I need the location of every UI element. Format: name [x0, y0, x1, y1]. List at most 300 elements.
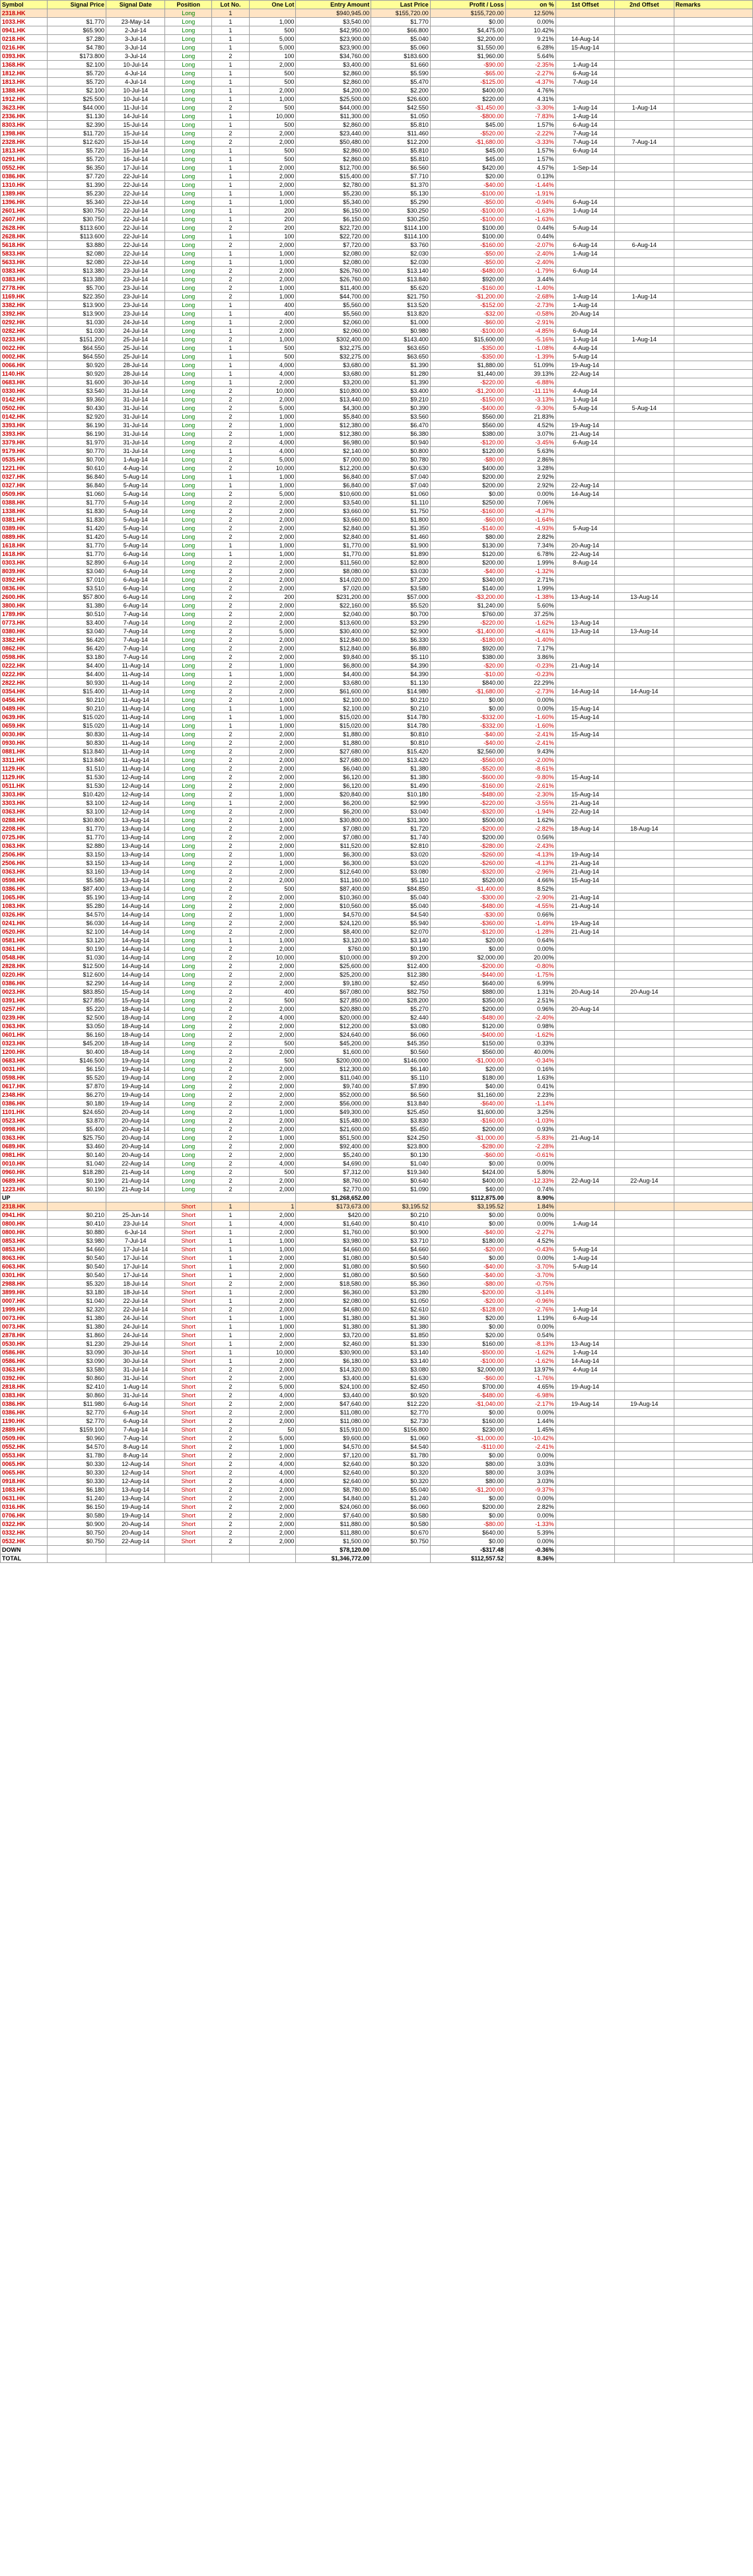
cell-position: Long — [165, 996, 212, 1005]
cell-symbol: 1221.HK — [1, 464, 48, 473]
cell-on-percent: -1.75% — [505, 971, 556, 979]
cell-on-percent: 5.39% — [505, 1529, 556, 1537]
cell-one-lot: 2,000 — [249, 739, 296, 748]
cell-first-offset — [556, 1168, 614, 1177]
cell-signal-price: $0.770 — [47, 447, 106, 456]
cell-signal-price: $1.040 — [47, 1160, 106, 1168]
cell-lot-no: 1 — [211, 95, 249, 104]
table-row — [1, 602, 753, 610]
cell-one-lot: 4,000 — [249, 1469, 296, 1477]
cell-last-price: $3.290 — [371, 619, 430, 627]
cell-entry-amount: $2,080.00 — [296, 1297, 371, 1305]
cell-lot-no: 2 — [211, 773, 249, 782]
cell-lot-no: 2 — [211, 1057, 249, 1065]
cell-on-percent: -2.96% — [505, 868, 556, 876]
cell-entry-amount: $32,275.00 — [296, 353, 371, 361]
cell-signal-date: 24-Jul-14 — [106, 1323, 164, 1331]
cell-on-percent: -1.44% — [505, 181, 556, 190]
cell-signal-date: 31-Jul-14 — [106, 396, 164, 404]
table-row — [1, 619, 753, 627]
cell-last-price: $24.250 — [371, 1134, 430, 1142]
cell-remarks — [674, 267, 752, 275]
cell-first-offset — [556, 1099, 614, 1108]
cell-first-offset — [556, 1451, 614, 1460]
cell-profit-loss: -$160.00 — [430, 782, 505, 790]
cell-on-percent: 0.00% — [505, 696, 556, 705]
cell-signal-price: $0.860 — [47, 1374, 106, 1383]
cell-profit-loss: $2,000.00 — [430, 1366, 505, 1374]
cell-lot-no: 2 — [211, 533, 249, 541]
cell-position: Long — [165, 1074, 212, 1082]
cell-signal-price: $1.770 — [47, 541, 106, 550]
cell-profit-loss: $250.00 — [430, 499, 505, 507]
cell-second-offset — [615, 438, 674, 447]
cell-first-offset — [556, 971, 614, 979]
cell-remarks — [674, 1323, 752, 1331]
cell-signal-price: $4.400 — [47, 670, 106, 679]
cell-one-lot: 1,000 — [249, 190, 296, 198]
cell-one-lot: 4,000 — [249, 438, 296, 447]
cell-first-offset: 15-Aug-14 — [556, 876, 614, 885]
cell-lot-no: 2 — [211, 421, 249, 430]
cell-one-lot: 100 — [249, 232, 296, 241]
cell-entry-amount: $8,400.00 — [296, 928, 371, 936]
table-row — [1, 241, 753, 250]
cell-position: Long — [165, 9, 212, 18]
cell-signal-date: 19-Aug-14 — [106, 1057, 164, 1065]
cell-last-price: $15.420 — [371, 748, 430, 756]
table-row — [1, 499, 753, 507]
cell-last-price: $1.130 — [371, 679, 430, 687]
cell-signal-price: $1.530 — [47, 773, 106, 782]
cell-entry-amount: $27,680.00 — [296, 748, 371, 756]
cell-one-lot: 2,000 — [249, 679, 296, 687]
table-row — [1, 129, 753, 138]
cell-signal-date: 3-Jul-14 — [106, 44, 164, 52]
cell-last-price: $13.840 — [371, 275, 430, 284]
cell-signal-price: $5.720 — [47, 155, 106, 164]
cell-signal-date: 13-Aug-14 — [106, 842, 164, 851]
cell-first-offset — [556, 181, 614, 190]
cell-position: Long — [165, 971, 212, 979]
cell-signal-date: 22-Jul-14 — [106, 190, 164, 198]
cell-lot-no: 2 — [211, 559, 249, 567]
cell-one-lot: 2,000 — [249, 584, 296, 593]
col-position: Position — [165, 1, 212, 9]
cell-remarks — [674, 1477, 752, 1486]
cell-first-offset: 18-Aug-14 — [556, 825, 614, 833]
cell-first-offset — [556, 748, 614, 756]
cell-symbol: 0998.HK — [1, 1125, 48, 1134]
cell-second-offset — [615, 147, 674, 155]
cell-profit-loss: $0.00 — [430, 1160, 505, 1168]
cell-symbol: 2828.HK — [1, 962, 48, 971]
cell-position: Short — [165, 1477, 212, 1486]
cell-symbol: 0862.HK — [1, 644, 48, 653]
cell-lot-no: 1 — [211, 1202, 249, 1211]
cell-one-lot: 1,000 — [249, 550, 296, 559]
cell-symbol: 0233.HK — [1, 335, 48, 344]
cell-last-price: $0.810 — [371, 730, 430, 739]
cell-on-percent: -8.13% — [505, 1340, 556, 1348]
cell-signal-price: $1.780 — [47, 1451, 106, 1460]
cell-symbol: 0383.HK — [1, 275, 48, 284]
cell-signal-price: $113.600 — [47, 224, 106, 232]
cell-lot-no: 2 — [211, 593, 249, 602]
cell-entry-amount: $22,720.00 — [296, 232, 371, 241]
cell-position: Long — [165, 1108, 212, 1117]
cell-lot-no: 1 — [211, 250, 249, 258]
cell-last-price: $1.900 — [371, 541, 430, 550]
cell-symbol: 0598.HK — [1, 653, 48, 662]
table-row — [1, 541, 753, 550]
cell-profit-loss: $2,000.00 — [430, 954, 505, 962]
cell-second-offset — [615, 876, 674, 885]
cell-signal-date: 11-Aug-14 — [106, 679, 164, 687]
cell-entry-amount: $2,060.00 — [296, 327, 371, 335]
down-pct-total: -0.36% — [505, 1546, 556, 1554]
cell-signal-date: 17-Jul-14 — [106, 1245, 164, 1254]
cell-symbol: 2208.HK — [1, 825, 48, 833]
cell-second-offset — [615, 18, 674, 26]
cell-last-price: $5.110 — [371, 1074, 430, 1082]
cell-position: Long — [165, 18, 212, 26]
cell-profit-loss: -$20.00 — [430, 1245, 505, 1254]
cell-remarks — [674, 1031, 752, 1039]
cell-symbol: 0361.HK — [1, 945, 48, 954]
cell-last-price: $2.450 — [371, 1383, 430, 1391]
cell-lot-no: 2 — [211, 782, 249, 790]
cell-position: Long — [165, 95, 212, 104]
cell-position: Short — [165, 1340, 212, 1348]
cell-remarks — [674, 893, 752, 902]
cell-profit-loss: -$50.00 — [430, 250, 505, 258]
down-label: DOWN — [1, 1546, 48, 1554]
cell-last-price: $4.540 — [371, 1443, 430, 1451]
cell-one-lot: 1,000 — [249, 335, 296, 344]
cell-signal-date: 19-Aug-14 — [106, 1082, 164, 1091]
cell-second-offset — [615, 1348, 674, 1357]
cell-signal-date: 23-Jul-14 — [106, 267, 164, 275]
cell-one-lot: 2,000 — [249, 241, 296, 250]
cell-profit-loss: $180.00 — [430, 1074, 505, 1082]
cell-last-price: $19.340 — [371, 1168, 430, 1177]
cell-remarks — [674, 516, 752, 524]
table-row — [1, 1245, 753, 1254]
cell-last-price: $14.980 — [371, 687, 430, 696]
cell-one-lot: 4,000 — [249, 1160, 296, 1168]
cell-second-offset — [615, 1503, 674, 1512]
cell-profit-loss: -$640.00 — [430, 1099, 505, 1108]
cell-symbol: 1083.HK — [1, 902, 48, 911]
cell-signal-price: $0.610 — [47, 464, 106, 473]
cell-signal-date: 21-Aug-14 — [106, 1185, 164, 1194]
cell-entry-amount: $5,560.00 — [296, 301, 371, 310]
cell-second-offset — [615, 1280, 674, 1288]
cell-profit-loss: $340.00 — [430, 576, 505, 584]
cell-last-price: $2.900 — [371, 627, 430, 636]
cell-symbol: 0292.HK — [1, 318, 48, 327]
cell-remarks — [674, 919, 752, 928]
cell-lot-no: 2 — [211, 1426, 249, 1434]
cell-lot-no: 2 — [211, 748, 249, 756]
cell-last-price: $23.800 — [371, 1142, 430, 1151]
cell-profit-loss: -$520.00 — [430, 129, 505, 138]
cell-remarks — [674, 833, 752, 842]
cell-position: Short — [165, 1400, 212, 1409]
cell-profit-loss: -$220.00 — [430, 378, 505, 387]
cell-symbol: 5633.HK — [1, 258, 48, 267]
cell-last-price: $2.810 — [371, 842, 430, 851]
cell-profit-loss: -$60.00 — [430, 1374, 505, 1383]
cell-lot-no: 1 — [211, 1340, 249, 1348]
cell-one-lot: 10,000 — [249, 954, 296, 962]
cell-last-price: $3.140 — [371, 1348, 430, 1357]
cell-symbol: 0241.HK — [1, 919, 48, 928]
cell-lot-no: 2 — [211, 1391, 249, 1400]
cell-first-offset: 5-Aug-14 — [556, 524, 614, 533]
cell-second-offset — [615, 1142, 674, 1151]
cell-one-lot: 4,000 — [249, 361, 296, 370]
cell-one-lot: 2,000 — [249, 172, 296, 181]
cell-signal-price: $5.720 — [47, 147, 106, 155]
cell-entry-amount: $2,770.00 — [296, 1185, 371, 1194]
cell-lot-no: 2 — [211, 644, 249, 653]
cell-one-lot: 2,000 — [249, 979, 296, 988]
cell-signal-date: 31-Jul-14 — [106, 387, 164, 396]
cell-on-percent: -3.13% — [505, 396, 556, 404]
cell-first-offset: 7-Aug-14 — [556, 78, 614, 87]
cell-entry-amount: $2,080.00 — [296, 250, 371, 258]
cell-position: Long — [165, 644, 212, 653]
cell-profit-loss: $0.00 — [430, 1254, 505, 1263]
table-row — [1, 1271, 753, 1280]
cell-remarks — [674, 26, 752, 35]
cell-second-offset — [615, 164, 674, 172]
cell-lot-no: 2 — [211, 919, 249, 928]
cell-symbol: 0941.HK — [1, 1211, 48, 1220]
cell-first-offset: 7-Aug-14 — [556, 129, 614, 138]
cell-second-offset — [615, 644, 674, 653]
cell-last-price: $3.830 — [371, 1117, 430, 1125]
cell-on-percent: 0.00% — [505, 1537, 556, 1546]
cell-lot-no: 2 — [211, 499, 249, 507]
cell-lot-no: 2 — [211, 138, 249, 147]
cell-first-offset: 1-Aug-14 — [556, 104, 614, 112]
cell-signal-price: $12.500 — [47, 962, 106, 971]
cell-lot-no: 2 — [211, 627, 249, 636]
cell-signal-date: 18-Aug-14 — [106, 1048, 164, 1057]
cell-lot-no: 2 — [211, 1409, 249, 1417]
cell-symbol: 0383.HK — [1, 267, 48, 275]
cell-lot-no: 2 — [211, 1383, 249, 1391]
cell-one-lot: 4,000 — [249, 447, 296, 456]
cell-entry-amount: $11,080.00 — [296, 1417, 371, 1426]
cell-position — [165, 1194, 212, 1202]
cell-on-percent: -3.33% — [505, 138, 556, 147]
cell-signal-price: $173.800 — [47, 52, 106, 61]
cell-one-lot: 500 — [249, 26, 296, 35]
cell-last-price: $13.520 — [371, 301, 430, 310]
cell-last-price: $0.540 — [371, 1254, 430, 1263]
cell-on-percent: 0.98% — [505, 1022, 556, 1031]
cell-entry-amount: $12,300.00 — [296, 1065, 371, 1074]
cell-second-offset — [615, 773, 674, 782]
cell-second-offset — [615, 224, 674, 232]
cell-first-offset: 5-Aug-14 — [556, 1263, 614, 1271]
cell-symbol: 0389.HK — [1, 524, 48, 533]
cell-signal-price: $5.190 — [47, 893, 106, 902]
cell-first-offset — [556, 584, 614, 593]
cell-remarks — [674, 1228, 752, 1237]
cell-second-offset — [615, 662, 674, 670]
cell-entry-amount: $1,880.00 — [296, 739, 371, 748]
cell-position: Long — [165, 602, 212, 610]
cell-one-lot: 2,000 — [249, 1142, 296, 1151]
cell-second-offset — [615, 1031, 674, 1039]
cell-on-percent: -1.76% — [505, 1374, 556, 1383]
cell-remarks — [674, 559, 752, 567]
cell-first-offset — [556, 756, 614, 765]
cell-last-price: $2.800 — [371, 559, 430, 567]
cell-first-offset — [556, 1074, 614, 1082]
cell-remarks — [674, 52, 752, 61]
cell-first-offset — [556, 1417, 614, 1426]
cell-signal-date: 31-Jul-14 — [106, 404, 164, 413]
cell-remarks — [674, 1245, 752, 1254]
cell-first-offset: 21-Aug-14 — [556, 1134, 614, 1142]
cell-one-lot: 2,000 — [249, 318, 296, 327]
cell-last-price: $1.360 — [371, 1314, 430, 1323]
cell-remarks — [674, 250, 752, 258]
cell-first-offset: 6-Aug-14 — [556, 267, 614, 275]
cell-second-offset — [615, 232, 674, 241]
cell-one-lot: 2,000 — [249, 87, 296, 95]
cell-on-percent: 1.31% — [505, 988, 556, 996]
cell-entry-amount: $10,000.00 — [296, 954, 371, 962]
cell-symbol: 2601.HK — [1, 207, 48, 215]
cell-signal-date: 14-Aug-14 — [106, 979, 164, 988]
cell-remarks — [674, 696, 752, 705]
cell-position: Short — [165, 1263, 212, 1271]
cell-profit-loss: $880.00 — [430, 988, 505, 996]
cell-second-offset — [615, 979, 674, 988]
cell-profit-loss: $15,600.00 — [430, 335, 505, 344]
cell-position: Long — [165, 129, 212, 138]
cell-entry-amount: $1,760.00 — [296, 1228, 371, 1237]
cell-first-offset — [556, 1469, 614, 1477]
cell-entry-amount: $10,560.00 — [296, 902, 371, 911]
cell-entry-amount: $23,900.00 — [296, 44, 371, 52]
cell-signal-price: $151.200 — [47, 335, 106, 344]
cell-last-price: $3.710 — [371, 1237, 430, 1245]
cell-symbol: 0881.HK — [1, 748, 48, 756]
cell-signal-date: 10-Jul-14 — [106, 87, 164, 95]
cell-entry-amount: $27,680.00 — [296, 756, 371, 765]
cell-profit-loss: -$480.00 — [430, 267, 505, 275]
cell-signal-date: 25-Jun-14 — [106, 1211, 164, 1220]
cell-symbol: 0631.HK — [1, 1494, 48, 1503]
cell-lot-no: 1 — [211, 44, 249, 52]
grand-total-row — [1, 1554, 753, 1563]
cell-last-price: $1.720 — [371, 825, 430, 833]
cell-remarks — [674, 1151, 752, 1160]
cell-remarks — [674, 190, 752, 198]
cell-lot-no: 1 — [211, 164, 249, 172]
cell-remarks — [674, 936, 752, 945]
cell-one-lot: 2,000 — [249, 1022, 296, 1031]
table-row — [1, 1477, 753, 1486]
cell-signal-date: 28-Jul-14 — [106, 361, 164, 370]
cell-signal-date: 25-Jul-14 — [106, 344, 164, 353]
cell-last-price: $14.780 — [371, 713, 430, 722]
cell-signal-date: 21-Aug-14 — [106, 1168, 164, 1177]
cell-entry-amount: $2,640.00 — [296, 1477, 371, 1486]
table-row — [1, 636, 753, 644]
cell-on-percent: -1.60% — [505, 722, 556, 730]
cell-entry-amount: $7,120.00 — [296, 1451, 371, 1460]
cell-on-percent: 0.41% — [505, 1082, 556, 1091]
cell-entry-amount: $1,500.00 — [296, 1537, 371, 1546]
cell-first-offset: 13-Aug-14 — [556, 593, 614, 602]
cell-signal-date: 15-Jul-14 — [106, 129, 164, 138]
cell-second-offset — [615, 1340, 674, 1348]
cell-one-lot: 2,000 — [249, 576, 296, 584]
cell-remarks — [674, 885, 752, 893]
table-row — [1, 722, 753, 730]
cell-entry-amount: $1,380.00 — [296, 1323, 371, 1331]
cell-symbol: 0386.HK — [1, 1099, 48, 1108]
cell-on-percent: 10.42% — [505, 26, 556, 35]
cell-entry-amount: $2,080.00 — [296, 258, 371, 267]
cell-signal-price: $3.040 — [47, 567, 106, 576]
cell-entry-amount: $14,320.00 — [296, 1366, 371, 1374]
cell-signal-date: 18-Aug-14 — [106, 1039, 164, 1048]
table-row — [1, 739, 753, 748]
cell-entry-amount: $3,680.00 — [296, 679, 371, 687]
cell-signal-price: $5.700 — [47, 284, 106, 293]
cell-position: Short — [165, 1211, 212, 1220]
cell-profit-loss: $200.00 — [430, 559, 505, 567]
cell-remarks — [674, 1503, 752, 1512]
cell-signal-date: 8-Aug-14 — [106, 1443, 164, 1451]
cell-signal-date: 24-Jul-14 — [106, 327, 164, 335]
cell-first-offset — [556, 1297, 614, 1305]
cell-position: Short — [165, 1494, 212, 1503]
cell-profit-loss: -$332.00 — [430, 722, 505, 730]
cell-last-price: $30.250 — [371, 215, 430, 224]
cell-signal-price: $0.750 — [47, 1529, 106, 1537]
table-row — [1, 1220, 753, 1228]
cell-entry-amount: $5,240.00 — [296, 1151, 371, 1160]
cell-symbol: 2318.HK — [1, 1202, 48, 1211]
cell-first-offset: 21-Aug-14 — [556, 662, 614, 670]
cell-remarks — [674, 301, 752, 310]
cell-lot-no: 1 — [211, 1314, 249, 1323]
cell-first-offset: 20-Aug-14 — [556, 310, 614, 318]
cell-remarks — [674, 1512, 752, 1520]
cell-lot-no: 1 — [211, 344, 249, 353]
cell-signal-date: 7-Aug-14 — [106, 644, 164, 653]
cell-remarks — [674, 971, 752, 979]
cell-second-offset — [615, 996, 674, 1005]
cell-signal-date: 7-Aug-14 — [106, 627, 164, 636]
cell-profit-loss: -$200.00 — [430, 1288, 505, 1297]
cell-first-offset — [556, 18, 614, 26]
cell-second-offset — [615, 799, 674, 808]
cell-profit-loss: -$800.00 — [430, 112, 505, 121]
table-row — [1, 979, 753, 988]
